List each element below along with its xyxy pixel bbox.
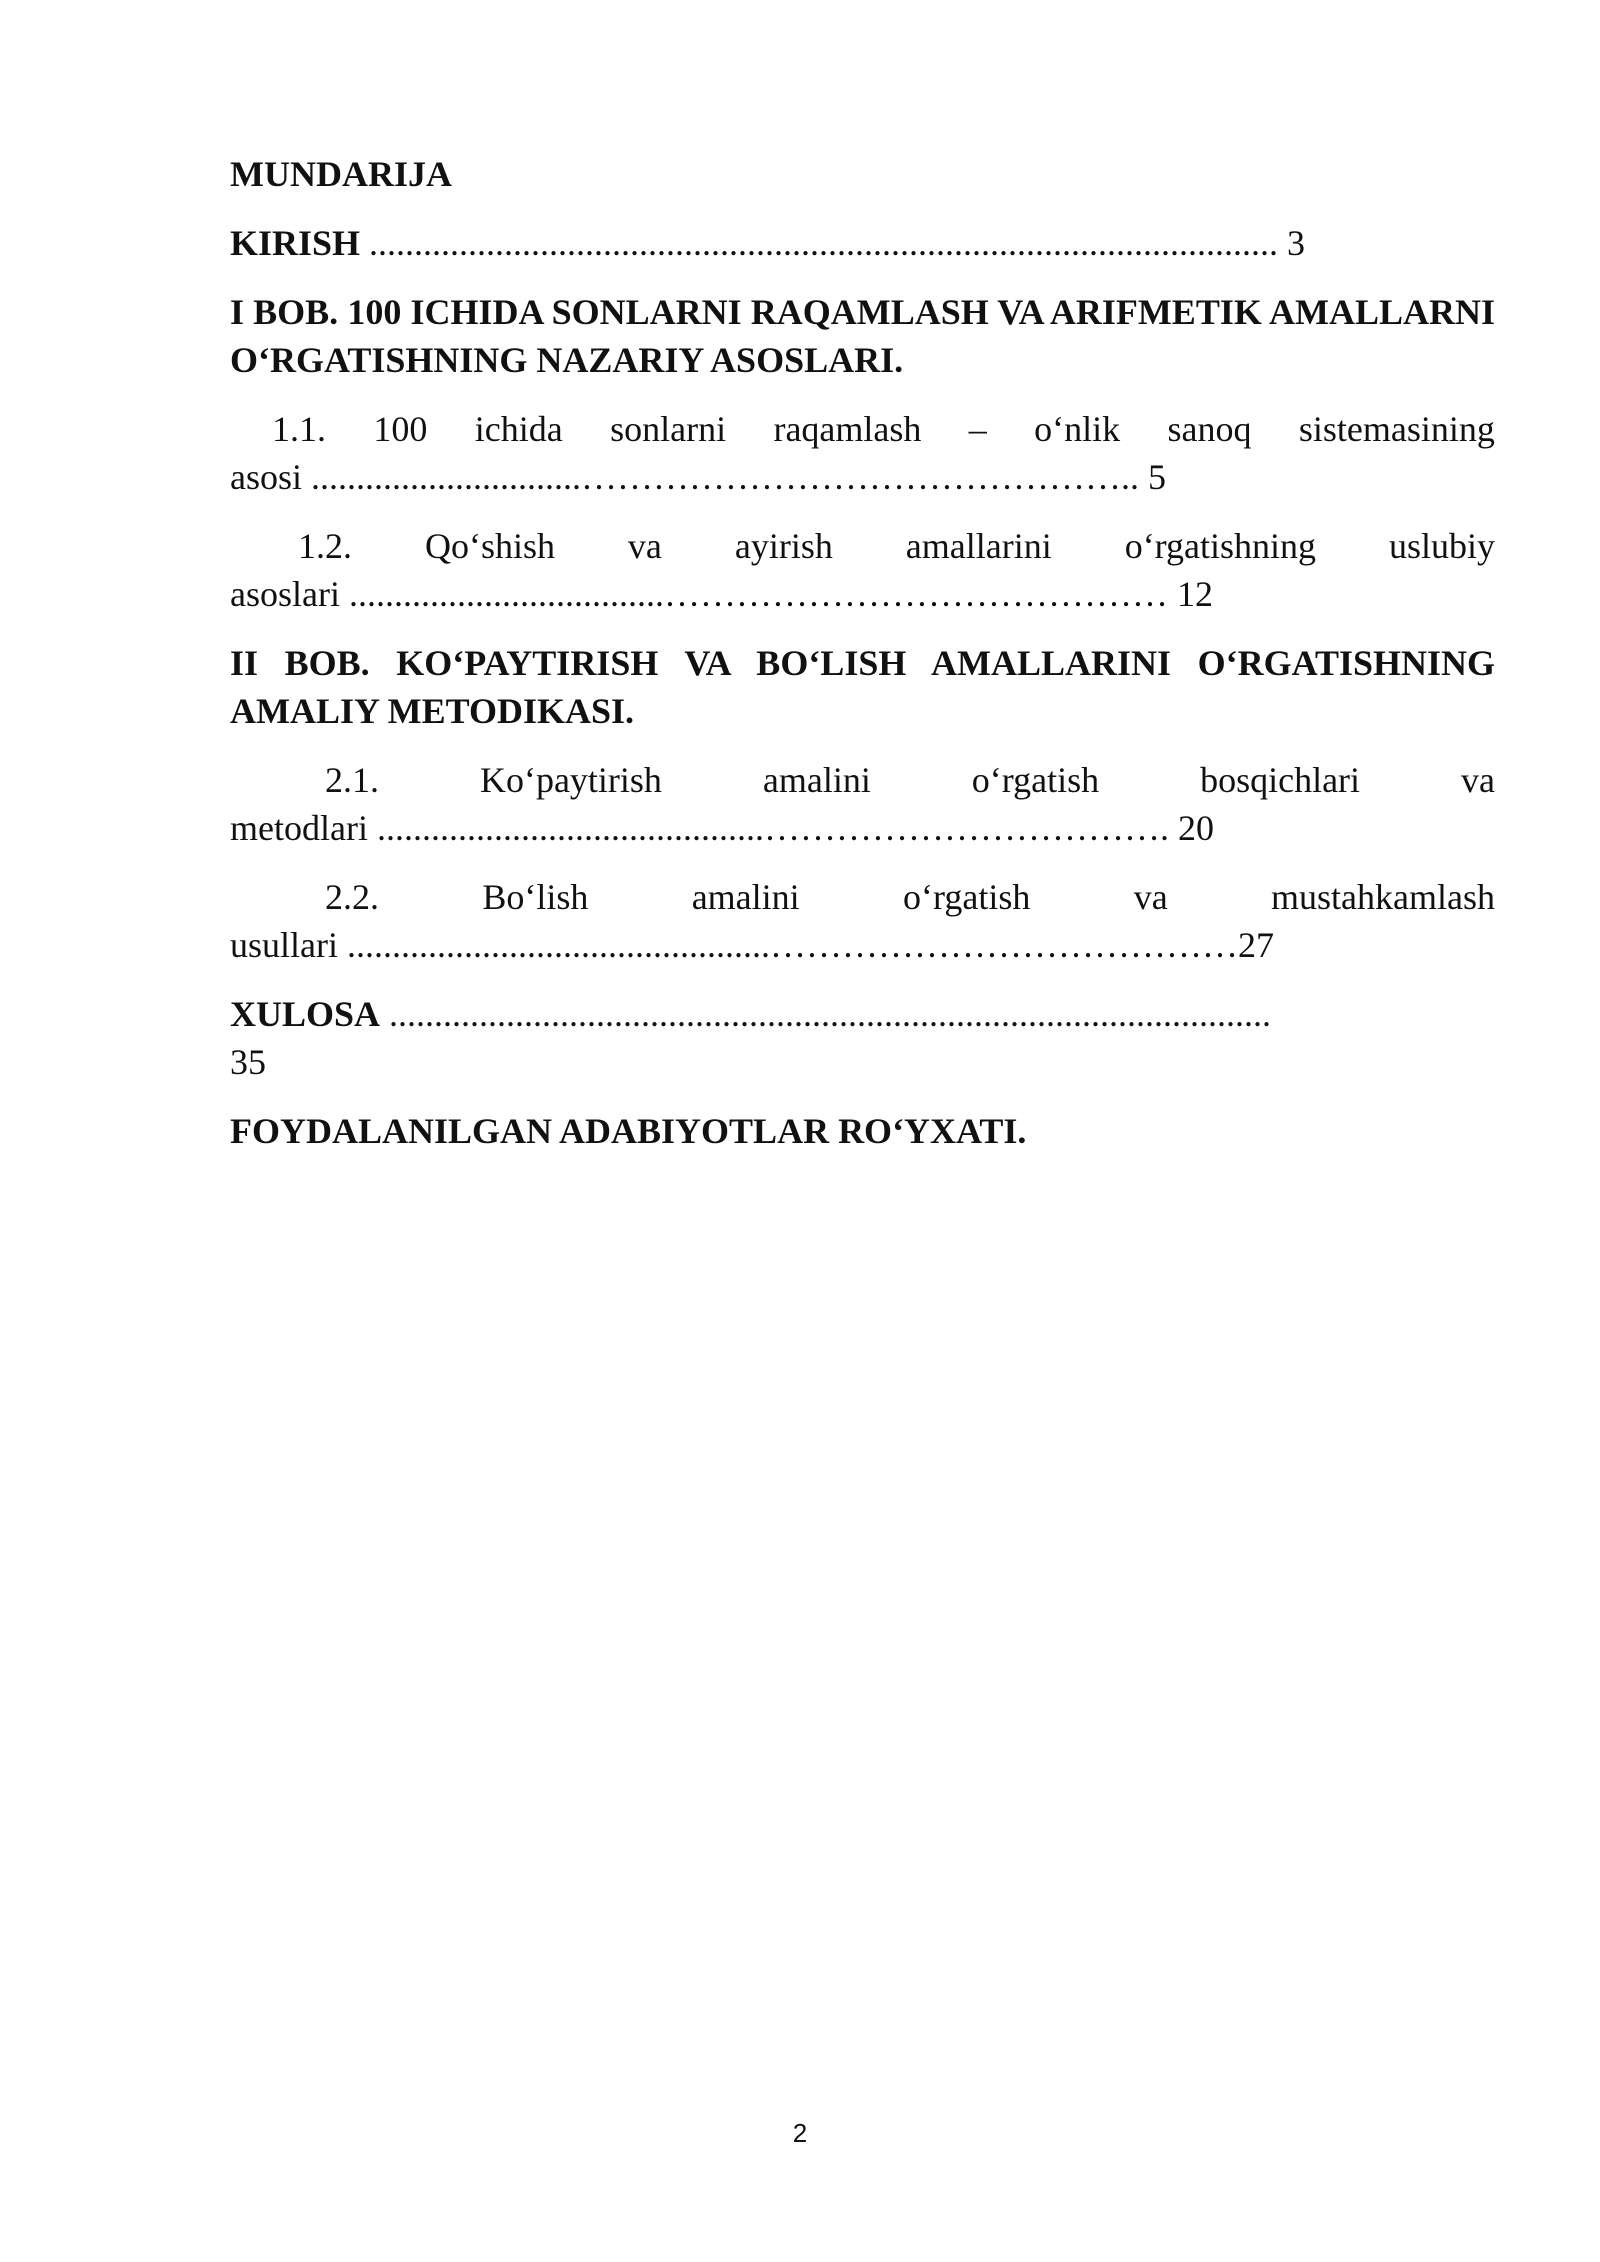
toc-word: 2.1. [325, 760, 379, 800]
toc-word: amallarini [905, 526, 1052, 566]
toc-word: 1.1. [272, 409, 326, 449]
toc-word: uslubiy [1388, 526, 1495, 566]
toc-section-title-line [230, 873, 1495, 921]
toc-word: va [627, 526, 662, 566]
toc-section-title-line [230, 522, 1495, 570]
toc-section-2-2[interactable] [230, 873, 1495, 969]
toc-leader: .................................................................................................. [380, 994, 1272, 1034]
toc-entry-intro[interactable] [230, 219, 1495, 267]
toc-word: o‘rgatishning [1124, 526, 1317, 566]
toc-word: o‘rgatish [903, 877, 1031, 917]
toc-word: – [968, 409, 987, 449]
toc-chapter-2-title[interactable]: II BOB. KO‘PAYTIRISH VA BO‘LISH AMALLARINI O‘RGATISHNING AMALIY METODIKASI. [230, 643, 1495, 731]
toc-word: ichida [474, 409, 563, 449]
toc-word: Qo‘shish [424, 526, 555, 566]
toc-section-title-line [230, 756, 1495, 804]
toc-word: sistemasining [1298, 409, 1495, 449]
toc-word: bosqichlari [1200, 760, 1361, 800]
toc-entry-label: XULOSA [230, 994, 381, 1034]
toc-chapter-1-title[interactable]: I BOB. 100 ICHIDA SONLARNI RAQAMLASH VA ARIFMETIK AMALLARNI O‘RGATISHNING NAZARIY ASOSLARI. [230, 292, 1495, 380]
toc-word: Bo‘lish [482, 877, 589, 917]
toc-section-title-line [230, 405, 1495, 453]
toc-section-2-1[interactable] [230, 756, 1495, 852]
toc-section-leader-line: usullari ...............................................…………………………………27 [230, 925, 1274, 965]
toc-section-leader-line: asoslari ...................................…………………………………… 12 [230, 574, 1213, 614]
toc-page-number: 35 [230, 1042, 266, 1082]
toc-entry-conclusion[interactable] [230, 990, 1495, 1086]
toc-word: mustahkamlash [1271, 877, 1495, 917]
toc-title: MUNDARIJA [230, 154, 452, 194]
toc-word: 1.2. [298, 526, 352, 566]
toc-entry-references[interactable]: FOYDALANILGAN ADABIYOTLAR RO‘YXATI. [230, 1111, 1027, 1151]
toc-word: sonlarni [610, 409, 727, 449]
toc-word: Ko‘paytirish [479, 760, 662, 800]
toc-word: raqamlash [773, 409, 922, 449]
toc-word: va [1133, 877, 1168, 917]
toc-word: o‘nlik [1034, 409, 1121, 449]
toc-leader: ..................................................................................................... [360, 223, 1288, 263]
toc-entry-label: KIRISH [230, 223, 361, 263]
toc-section-leader-line: metodlari ...........................................……………………………. 20 [230, 808, 1214, 848]
toc-page-number: 3 [1287, 223, 1306, 263]
toc-word: 100 [373, 409, 428, 449]
toc-word: ayirish [734, 526, 833, 566]
toc-word: o‘rgatish [971, 760, 1100, 800]
toc-section-leader-line: asosi ..............................……………………………………….. 5 [230, 457, 1166, 497]
toc-word: va [1461, 760, 1495, 800]
toc-section-1-2[interactable] [230, 522, 1495, 618]
page-number-footer: 2 [792, 2118, 808, 2148]
toc-word: 2.2. [325, 877, 379, 917]
toc-word: amalini [691, 877, 800, 917]
table-of-contents [230, 150, 1495, 1176]
toc-word: amalini [762, 760, 871, 800]
toc-word: sanoq [1167, 409, 1252, 449]
toc-section-1-1[interactable] [230, 405, 1495, 501]
